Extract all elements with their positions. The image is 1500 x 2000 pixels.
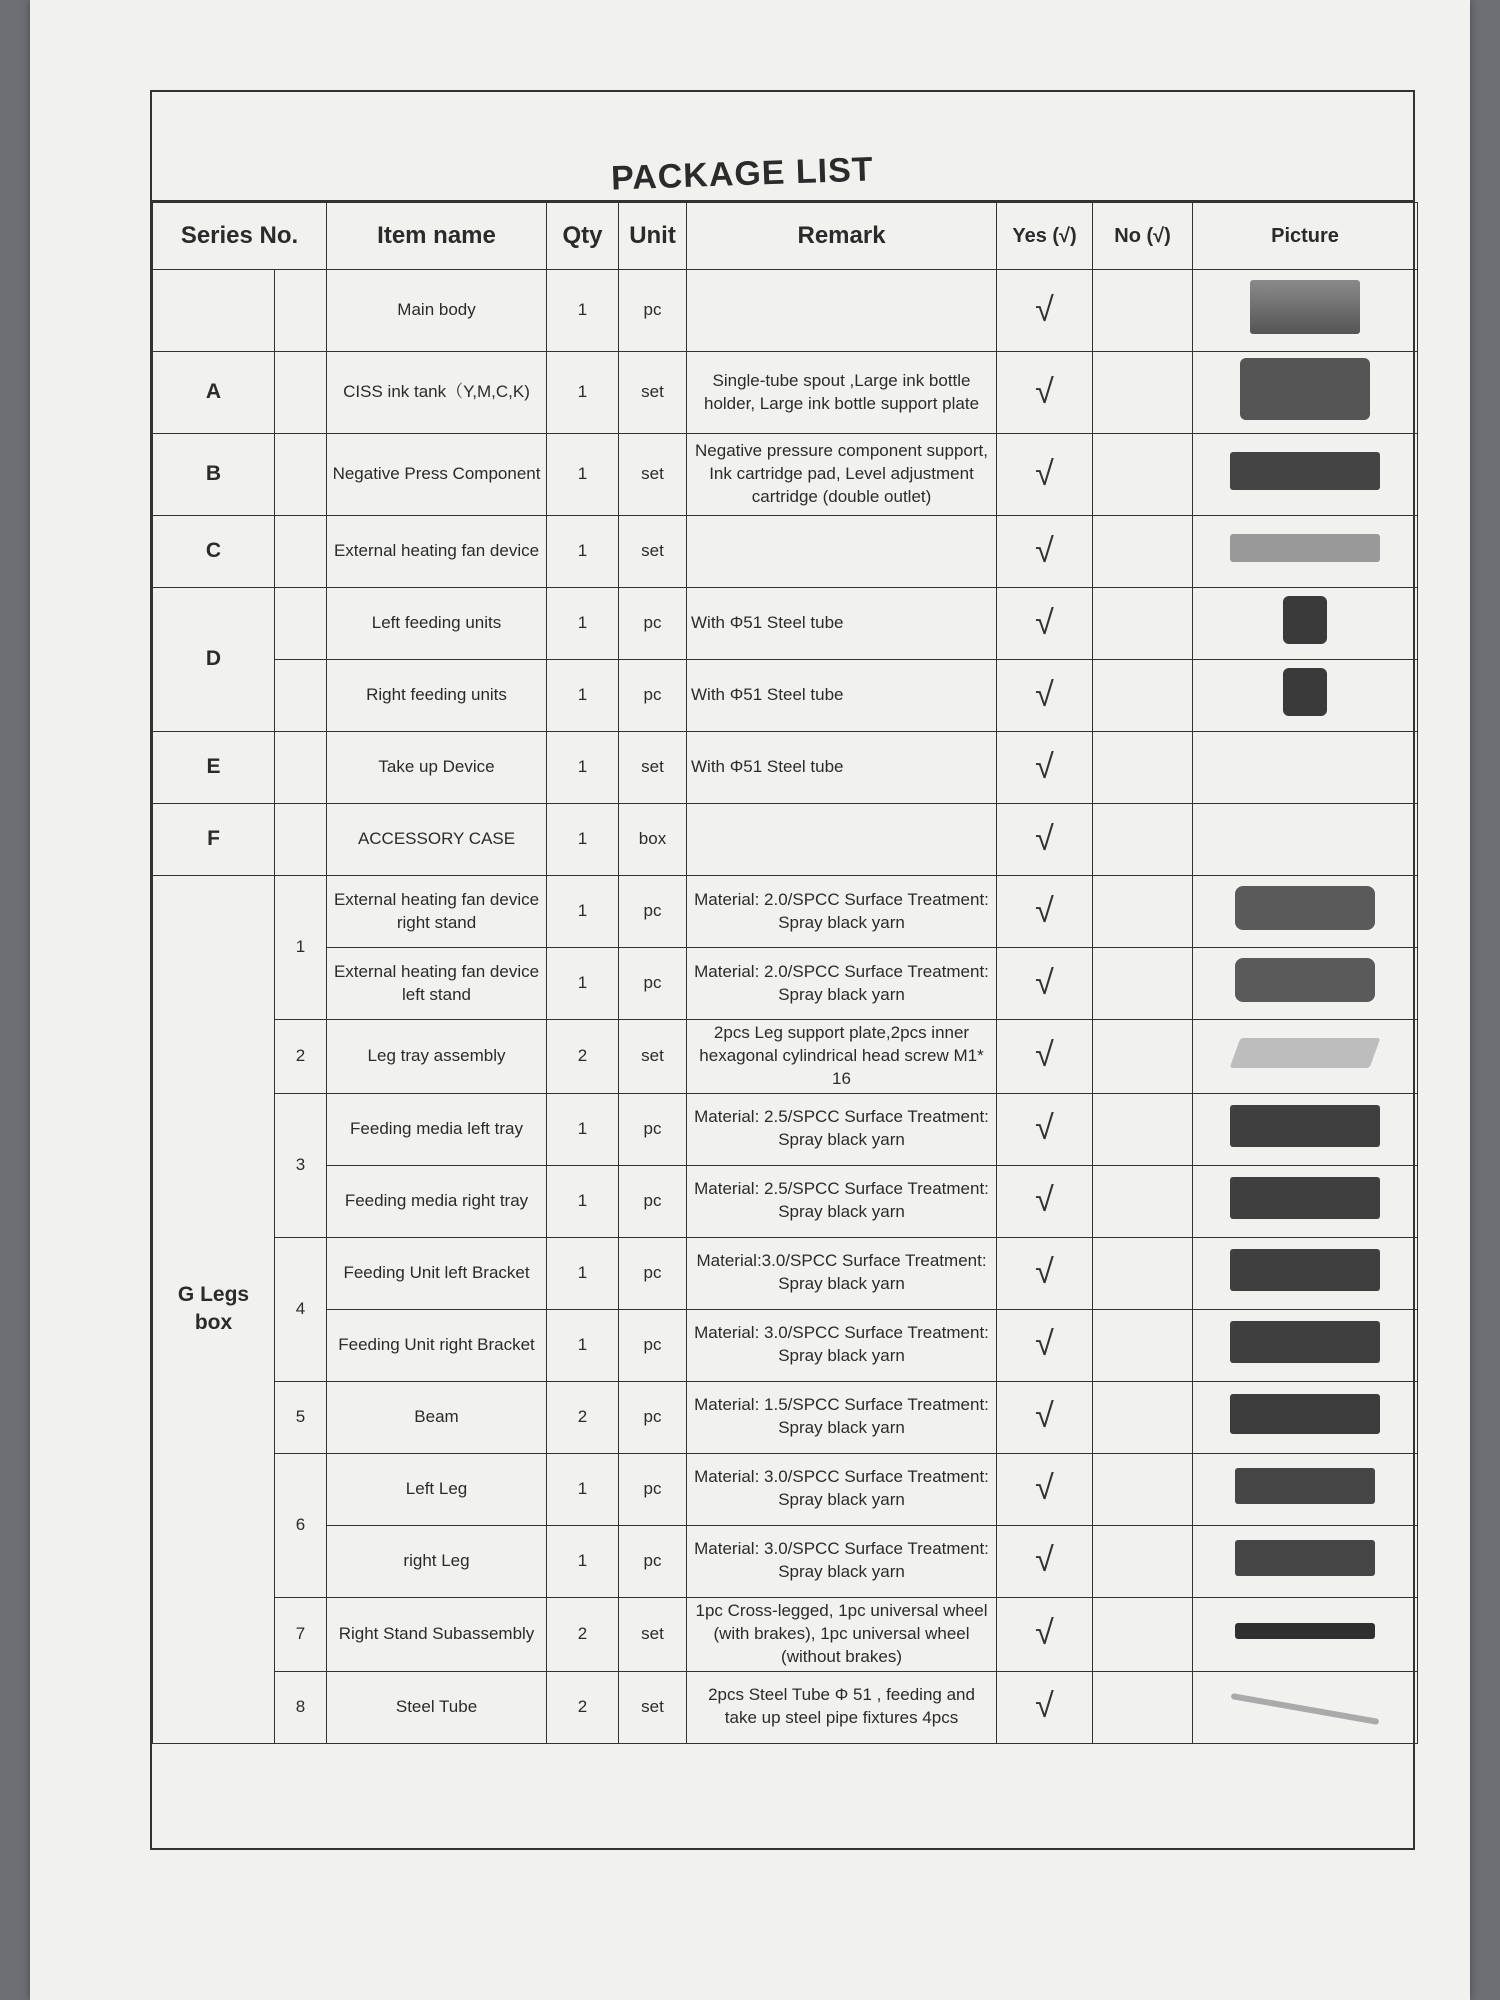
- qty-cell: 1: [547, 1525, 619, 1597]
- item-cell: ACCESSORY CASE: [327, 804, 547, 876]
- table-row: [153, 1165, 1418, 1237]
- yes-check: √: [997, 270, 1093, 352]
- unit-cell: pc: [619, 1525, 687, 1597]
- remark-cell: 1pc Cross-legged, 1pc universal wheel (with brakes), 1pc universal wheel (without brakes): [687, 1597, 997, 1671]
- qty-cell: 2: [547, 1671, 619, 1743]
- yes-check: √: [997, 1093, 1093, 1165]
- sub-cell: 2: [275, 1020, 327, 1094]
- item-cell: Left feeding units: [327, 588, 547, 660]
- remark-cell: 2pcs Steel Tube Φ 51 , feeding and take up steel pipe fixtures 4pcs: [687, 1671, 997, 1743]
- yes-check: √: [997, 1165, 1093, 1237]
- sub-cell: [275, 352, 327, 434]
- left-feeding-unit-image: [1283, 596, 1327, 644]
- unit-cell: pc: [619, 1381, 687, 1453]
- yes-check: √: [997, 1453, 1093, 1525]
- remark-cell: Material: 2.0/SPCC Surface Treatment: Spray black yarn: [687, 876, 997, 948]
- no-cell: [1093, 1597, 1193, 1671]
- picture-cell: [1193, 1020, 1418, 1094]
- picture-cell: [1193, 1165, 1418, 1237]
- sub-cell: [275, 588, 327, 660]
- item-cell: Feeding media right tray: [327, 1165, 547, 1237]
- qty-cell: 2: [547, 1597, 619, 1671]
- header-picture: Picture: [1193, 203, 1418, 270]
- unit-cell: set: [619, 434, 687, 516]
- remark-cell: [687, 270, 997, 352]
- qty-cell: 1: [547, 516, 619, 588]
- remark-cell: Negative pressure component support, Ink cartridge pad, Level adjustment cartridge (double outlet): [687, 434, 997, 516]
- yes-check: √: [997, 352, 1093, 434]
- table-row: [153, 352, 1418, 434]
- series-cell: F: [153, 804, 275, 876]
- table-row: [153, 434, 1418, 516]
- table-row: [153, 270, 1418, 352]
- picture-cell: [1193, 1309, 1418, 1381]
- picture-cell: [1193, 948, 1418, 1020]
- series-cell: E: [153, 732, 275, 804]
- remark-cell: 2pcs Leg support plate,2pcs inner hexagonal cylindrical head screw M1* 16: [687, 1020, 997, 1094]
- printer-image: [1250, 280, 1360, 334]
- unit-cell: pc: [619, 660, 687, 732]
- unit-cell: set: [619, 516, 687, 588]
- sub-cell: 5: [275, 1381, 327, 1453]
- no-cell: [1093, 1093, 1193, 1165]
- qty-cell: 1: [547, 270, 619, 352]
- remark-cell: Material: 3.0/SPCC Surface Treatment: Spray black yarn: [687, 1525, 997, 1597]
- stand-subassembly-image: [1235, 1623, 1375, 1639]
- sub-cell: [275, 434, 327, 516]
- no-cell: [1093, 804, 1193, 876]
- yes-check: √: [997, 804, 1093, 876]
- qty-cell: 1: [547, 1309, 619, 1381]
- item-cell: Take up Device: [327, 732, 547, 804]
- table-row: [153, 1381, 1418, 1453]
- no-cell: [1093, 1309, 1193, 1381]
- table-row: [153, 1671, 1418, 1743]
- qty-cell: 1: [547, 352, 619, 434]
- picture-cell: [1193, 516, 1418, 588]
- picture-cell: [1193, 1237, 1418, 1309]
- no-cell: [1093, 660, 1193, 732]
- no-cell: [1093, 948, 1193, 1020]
- item-cell: External heating fan device right stand: [327, 876, 547, 948]
- items-table: [152, 202, 1418, 1744]
- table-row: [153, 876, 1418, 948]
- picture-cell: [1193, 1671, 1418, 1743]
- right-feeding-unit-image: [1283, 668, 1327, 716]
- sub-cell: [275, 516, 327, 588]
- unit-cell: pc: [619, 1093, 687, 1165]
- item-cell: Right Stand Subassembly: [327, 1597, 547, 1671]
- yes-check: √: [997, 434, 1093, 516]
- table-row: [153, 1093, 1418, 1165]
- yes-check: √: [997, 948, 1093, 1020]
- remark-cell: Single-tube spout ,Large ink bottle holder, Large ink bottle support plate: [687, 352, 997, 434]
- remark-cell: [687, 804, 997, 876]
- picture-cell: [1193, 588, 1418, 660]
- header-row: [153, 203, 1418, 270]
- remark-cell: With Φ51 Steel tube: [687, 660, 997, 732]
- leg-tray-image: [1230, 1038, 1381, 1068]
- yes-check: √: [997, 1671, 1093, 1743]
- picture-cell: [1193, 352, 1418, 434]
- item-cell: Left Leg: [327, 1453, 547, 1525]
- item-cell: Beam: [327, 1381, 547, 1453]
- item-cell: Feeding Unit right Bracket: [327, 1309, 547, 1381]
- no-cell: [1093, 1453, 1193, 1525]
- picture-cell: [1193, 876, 1418, 948]
- table-row: [153, 1597, 1418, 1671]
- table-row: [153, 948, 1418, 1020]
- unit-cell: set: [619, 1020, 687, 1094]
- remark-cell: Material: 3.0/SPCC Surface Treatment: Spray black yarn: [687, 1453, 997, 1525]
- header-no: No (√): [1093, 203, 1193, 270]
- remark-cell: With Φ51 Steel tube: [687, 732, 997, 804]
- unit-cell: set: [619, 352, 687, 434]
- sub-cell: 3: [275, 1093, 327, 1237]
- unit-cell: pc: [619, 1237, 687, 1309]
- no-cell: [1093, 588, 1193, 660]
- table-row: [153, 588, 1418, 660]
- picture-cell: [1193, 660, 1418, 732]
- no-cell: [1093, 732, 1193, 804]
- paper-sheet: [30, 0, 1470, 2000]
- unit-cell: pc: [619, 948, 687, 1020]
- table-row: [153, 804, 1418, 876]
- qty-cell: 1: [547, 1165, 619, 1237]
- package-list-table: [150, 90, 1415, 1850]
- steel-tube-image: [1231, 1693, 1380, 1725]
- no-cell: [1093, 516, 1193, 588]
- table-row: [153, 1309, 1418, 1381]
- press-component-image: [1230, 452, 1380, 490]
- right-leg-image: [1235, 1540, 1375, 1576]
- no-cell: [1093, 1671, 1193, 1743]
- right-bracket-image: [1230, 1321, 1380, 1363]
- item-cell: Main body: [327, 270, 547, 352]
- no-cell: [1093, 352, 1193, 434]
- table-row: [153, 1525, 1418, 1597]
- remark-cell: [687, 516, 997, 588]
- series-cell: B: [153, 434, 275, 516]
- unit-cell: pc: [619, 1309, 687, 1381]
- table-row: [153, 1020, 1418, 1094]
- qty-cell: 1: [547, 732, 619, 804]
- ink-tank-image: [1240, 358, 1370, 420]
- remark-cell: Material:3.0/SPCC Surface Treatment: Spray black yarn: [687, 1237, 997, 1309]
- yes-check: √: [997, 660, 1093, 732]
- series-cell: [153, 270, 275, 352]
- series-cell: D: [153, 588, 275, 732]
- no-cell: [1093, 1237, 1193, 1309]
- no-cell: [1093, 270, 1193, 352]
- qty-cell: 1: [547, 804, 619, 876]
- table-row: [153, 1453, 1418, 1525]
- no-cell: [1093, 1525, 1193, 1597]
- item-cell: External heating fan device left stand: [327, 948, 547, 1020]
- no-cell: [1093, 1381, 1193, 1453]
- sub-cell: 7: [275, 1597, 327, 1671]
- series-cell: C: [153, 516, 275, 588]
- yes-check: √: [997, 1309, 1093, 1381]
- header-series: Series No.: [153, 203, 327, 270]
- header-unit: Unit: [619, 203, 687, 270]
- remark-cell: Material: 2.5/SPCC Surface Treatment: Spray black yarn: [687, 1093, 997, 1165]
- remark-cell: Material: 3.0/SPCC Surface Treatment: Spray black yarn: [687, 1309, 997, 1381]
- unit-cell: pc: [619, 876, 687, 948]
- unit-cell: set: [619, 1671, 687, 1743]
- qty-cell: 2: [547, 1381, 619, 1453]
- unit-cell: pc: [619, 1165, 687, 1237]
- yes-check: √: [997, 1381, 1093, 1453]
- remark-cell: With Φ51 Steel tube: [687, 588, 997, 660]
- table-row: [153, 516, 1418, 588]
- qty-cell: 1: [547, 660, 619, 732]
- no-cell: [1093, 434, 1193, 516]
- yes-check: √: [997, 732, 1093, 804]
- qty-cell: 1: [547, 588, 619, 660]
- right-tray-image: [1230, 1177, 1380, 1219]
- series-cell: G Legs box: [153, 876, 275, 1744]
- no-cell: [1093, 876, 1193, 948]
- page-title: PACKAGE LIST: [610, 150, 875, 198]
- remark-cell: Material: 1.5/SPCC Surface Treatment: Spray black yarn: [687, 1381, 997, 1453]
- table-row: [153, 660, 1418, 732]
- qty-cell: 1: [547, 1453, 619, 1525]
- left-bracket-image: [1230, 1249, 1380, 1291]
- yes-check: √: [997, 876, 1093, 948]
- unit-cell: pc: [619, 588, 687, 660]
- table-row: [153, 1237, 1418, 1309]
- picture-cell: [1193, 1597, 1418, 1671]
- picture-cell: [1193, 1525, 1418, 1597]
- item-cell: CISS ink tank（Y,M,C,K): [327, 352, 547, 434]
- no-cell: [1093, 1165, 1193, 1237]
- yes-check: √: [997, 516, 1093, 588]
- title-row: [152, 92, 1413, 202]
- qty-cell: 2: [547, 1020, 619, 1094]
- picture-cell: [1193, 1381, 1418, 1453]
- sub-cell: 6: [275, 1453, 327, 1597]
- qty-cell: 1: [547, 1237, 619, 1309]
- sub-cell: 4: [275, 1237, 327, 1381]
- left-stand-image: [1235, 958, 1375, 1002]
- yes-check: √: [997, 1020, 1093, 1094]
- item-cell: Negative Press Component: [327, 434, 547, 516]
- item-cell: External heating fan device: [327, 516, 547, 588]
- unit-cell: pc: [619, 270, 687, 352]
- yes-check: √: [997, 588, 1093, 660]
- item-cell: Right feeding units: [327, 660, 547, 732]
- yes-check: √: [997, 1237, 1093, 1309]
- fan-device-image: [1230, 534, 1380, 562]
- unit-cell: box: [619, 804, 687, 876]
- remark-cell: Material: 2.5/SPCC Surface Treatment: Spray black yarn: [687, 1165, 997, 1237]
- picture-cell: [1193, 270, 1418, 352]
- item-cell: Steel Tube: [327, 1671, 547, 1743]
- unit-cell: set: [619, 1597, 687, 1671]
- remark-cell: Material: 2.0/SPCC Surface Treatment: Spray black yarn: [687, 948, 997, 1020]
- sub-cell: [275, 660, 327, 732]
- item-cell: Feeding media left tray: [327, 1093, 547, 1165]
- item-cell: Leg tray assembly: [327, 1020, 547, 1094]
- left-tray-image: [1230, 1105, 1380, 1147]
- series-cell: A: [153, 352, 275, 434]
- no-cell: [1093, 1020, 1193, 1094]
- qty-cell: 1: [547, 876, 619, 948]
- header-item: Item name: [327, 203, 547, 270]
- right-stand-image: [1235, 886, 1375, 930]
- picture-cell: [1193, 804, 1418, 876]
- header-yes: Yes (√): [997, 203, 1093, 270]
- qty-cell: 1: [547, 434, 619, 516]
- sub-cell: 1: [275, 876, 327, 1020]
- sub-cell: [275, 270, 327, 352]
- picture-cell: [1193, 732, 1418, 804]
- qty-cell: 1: [547, 948, 619, 1020]
- header-remark: Remark: [687, 203, 997, 270]
- header-qty: Qty: [547, 203, 619, 270]
- picture-cell: [1193, 434, 1418, 516]
- sub-cell: 8: [275, 1671, 327, 1743]
- yes-check: √: [997, 1597, 1093, 1671]
- item-cell: Feeding Unit left Bracket: [327, 1237, 547, 1309]
- table-row: [153, 732, 1418, 804]
- picture-cell: [1193, 1453, 1418, 1525]
- unit-cell: set: [619, 732, 687, 804]
- left-leg-image: [1235, 1468, 1375, 1504]
- item-cell: right Leg: [327, 1525, 547, 1597]
- unit-cell: pc: [619, 1453, 687, 1525]
- yes-check: √: [997, 1525, 1093, 1597]
- sub-cell: [275, 804, 327, 876]
- beam-image: [1230, 1394, 1380, 1434]
- sub-cell: [275, 732, 327, 804]
- picture-cell: [1193, 1093, 1418, 1165]
- qty-cell: 1: [547, 1093, 619, 1165]
